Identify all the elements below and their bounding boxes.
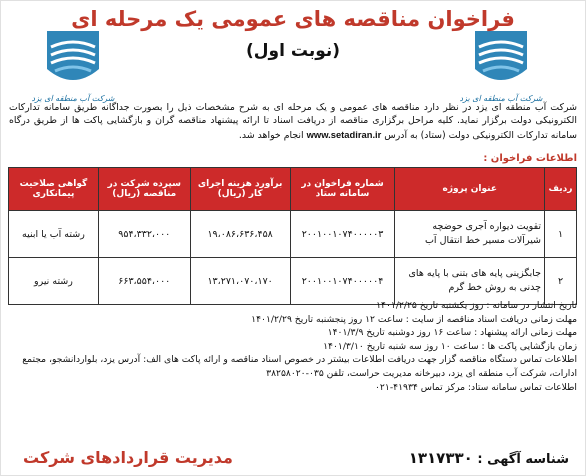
- logo-caption-left: شرکت آب منطقه ای یزد: [31, 94, 115, 103]
- cell-project-title: جابگزینی پایه های بتنی با پایه های چدنی به روش خط گرم: [395, 258, 545, 305]
- intro-tail: انجام خواهد شد.: [238, 129, 304, 141]
- table-row: [9, 258, 577, 305]
- publish-date: تاریخ انتشار در سامانه : روز یکشنبه تاریخ ۱۴۰۱/۲/۲۵: [376, 300, 577, 311]
- col-qualification: گواهی صلاحیت پیمانکاری: [9, 168, 99, 211]
- website-link[interactable]: www.setadiran.ir: [306, 128, 382, 140]
- tender-table: [8, 167, 577, 305]
- contact-info: اطلاعات تماس دستگاه مناقصه گزار جهت دریافت اطلاعات بیشتر در خصوص اسناد مناقصه و ارائه پاکت های الف: آدرس یزد، بلواردانشجو، مجتمع ادارات، شرکت آب منطقه ای یزد، دبیرخانه مدیریت حراست، تلفن ۰۳۵-۳۸۲۵۸۰۲۰: [22, 354, 577, 379]
- cell-project-title: تقویت دیواره آجری حوضچه شیرآلات مسیر خط انتقال آب: [395, 211, 545, 258]
- opening-date: زمان بازگشایی پاکت ها : ساعت ۱۰ روز سه شنبه تاریخ ۱۴۰۱/۳/۱۰: [323, 340, 577, 352]
- cell-call-number: ۲۰۰۱۰۰۱۰۷۴۰۰۰۰۰۴: [290, 258, 395, 305]
- col-deposit: سپرده شرکت در مناقصه (ریال): [98, 168, 190, 211]
- table-header-row: [9, 168, 577, 211]
- cell-row-number: ۱: [545, 211, 577, 258]
- document-deadline: مهلت زمانی دریافت اسناد مناقصه از سایت : ساعت ۱۲ روز پنجشنبه تاریخ ۱۴۰۱/۲/۲۹: [251, 313, 577, 325]
- intro-paragraph: [9, 101, 577, 142]
- table-row: [9, 211, 577, 258]
- cell-call-number: ۲۰۰۱۰۰۱۰۷۴۰۰۰۰۰۳: [290, 211, 395, 258]
- cell-cost-estimate: ۱۳،۲۷۱،۰۷۰،۱۷۰: [190, 258, 290, 305]
- cell-cost-estimate: ۱۹،۰۸۶،۶۳۶،۴۵۸: [190, 211, 290, 258]
- company-signature: مدیریت قراردادهای شرکت: [23, 448, 233, 467]
- col-call-number: شماره فراخوان در سامانه ستاد: [290, 168, 395, 211]
- logo-caption-right: شرکت آب منطقه ای یزد: [459, 94, 543, 103]
- cell-row-number: ۲: [545, 258, 577, 305]
- company-logo-right: [459, 29, 543, 103]
- company-logo-left: [31, 29, 115, 103]
- col-row-number: ردیف: [545, 168, 577, 211]
- page-title: فراخوان مناقصه های عمومی یک مرحله ای: [71, 7, 515, 31]
- ad-label: شناسه آگهی :: [477, 452, 569, 467]
- intro-text: شرکت آب منطقه ای یزد در نظر دارد مناقصه های عمومی و یک مرحله ای به شرح مشخصات ذیل را بصورت جداگانه طریق سامانه تدارکات الکترونیکی دولت برگزار نماید. کلیه مراحل برگزاری مناقصه از دریافت اسناد تا ارائه پیشنهاد مناقصه گران و بازگشایی پاکت ها از طریق درگاه سامانه تدارکات الکترونیکی دولت (ستاد) به آدرس: [9, 102, 577, 141]
- info-heading: اطلاعات فراخوان :: [483, 153, 577, 164]
- col-project-title: عنوان پروژه: [395, 168, 545, 211]
- ad-number: ۱۳۱۷۳۳۰: [408, 449, 473, 467]
- cell-deposit: ۶۶۳،۵۵۴،۰۰۰: [98, 258, 190, 305]
- schedule-section: [9, 299, 577, 394]
- cell-deposit: ۹۵۴،۳۳۲،۰۰۰: [98, 211, 190, 258]
- col-cost-estimate: برآورد هزینه اجرای کار (ریال): [190, 168, 290, 211]
- page-subtitle: (نوبت اول): [245, 41, 341, 61]
- ad-id: [409, 449, 569, 467]
- proposal-deadline: مهلت زمانی ارائه پیشنهاد : ساعت ۱۶ روز دوشنبه تاریخ ۱۴۰۱/۳/۹: [327, 327, 577, 339]
- cell-qualification: رشته آب یا ابنیه: [9, 211, 99, 258]
- setad-contact: اطلاعات تماس سامانه ستاد: مرکز تماس ۴۱۹۳۴-۰۲۱: [375, 381, 577, 393]
- cell-qualification: رشته نیرو: [9, 258, 99, 305]
